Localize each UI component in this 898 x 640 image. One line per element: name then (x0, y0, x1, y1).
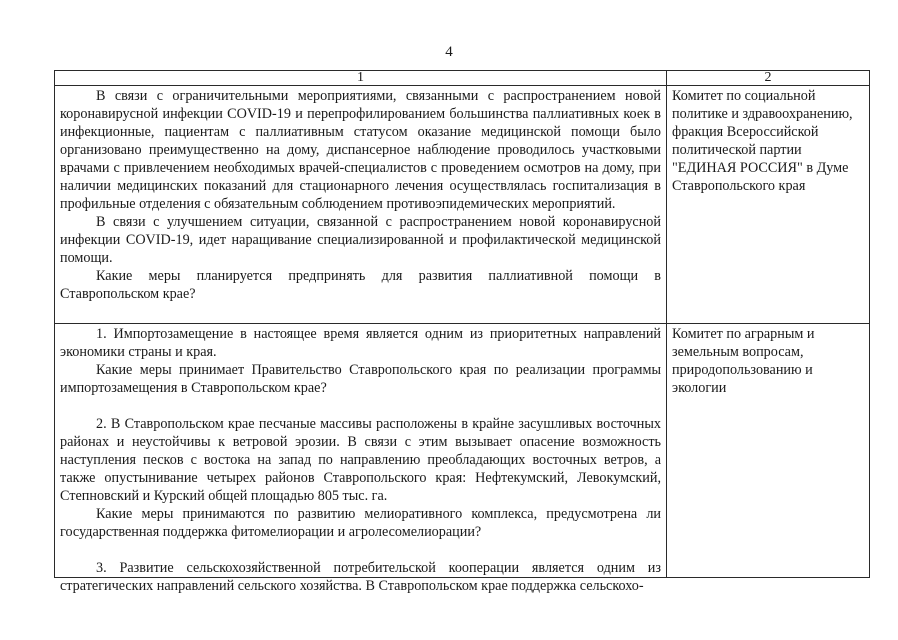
question-paragraph: Какие меры принимаются по развитию мелиоративного комплекса, предусмотрена ли государственная поддержка фитомелиорации и агролесомелиорации? (60, 506, 661, 540)
page-number: 4 (445, 44, 453, 60)
paragraph-gap (60, 397, 661, 415)
question-paragraph: В связи с ограничительными мероприятиями, связанными с распространением новой коронавирусной инфекции COVID-19 и перепрофилированием большинства паллиативных коек в инфекционные, пациентам с паллиативным статусом оказание медицинской помощи было организовано преимущественно на дому, диспансерное наблюдение проводилось участковыми врачами с привлечением необходимых врачей-специалистов с проведением осмотров на дому, при наличии медицинских показаний для стационарного лечения осуществлялась госпитализация в профильные отделения с обязательным соблюдением противоэпидемических мероприятий. (60, 88, 661, 212)
table-header-row (55, 71, 870, 86)
question-cell (55, 324, 667, 594)
table-row (55, 324, 870, 578)
table-row (55, 86, 870, 324)
column-header-2: 2 (667, 71, 870, 86)
committee-name: Комитет по аграрным и земельным вопросам, природопользованию и экологии (672, 326, 815, 396)
paragraph-gap (60, 541, 661, 559)
question-paragraph: В связи с улучшением ситуации, связанной с распространением новой коронавирусной инфекции COVID-19, идет наращивание специализированной и профилактической медицинской помощи. (60, 214, 661, 266)
question-paragraph: 2. В Ставропольском крае песчаные массивы расположены в крайне засушливых восточных районах и неустойчивы к ветровой эрозии. В связи с этим вызывает опасение возможность наступления песков с востока на запад по направлению преобладающих восточных ветров, а также опустынивание четырех районов Ставропольского края: Нефтекумский, Левокумский, Степновский и Курский общей площадью 805 тыс. га. (60, 416, 661, 504)
question-paragraph: 1. Импортозамещение в настоящее время является одним из приоритетных направлений экономики страны и края. (60, 326, 661, 360)
committee-cell (667, 324, 870, 578)
question-paragraph: Какие меры планируется предпринять для развития паллиативной помощи в Ставропольском крае? (60, 268, 661, 302)
question-paragraph: Какие меры принимает Правительство Ставропольского края по реализации программы импортозамещения в Ставропольском крае? (60, 362, 661, 396)
column-header-1: 1 (55, 71, 667, 86)
committee-name: Комитет по социальной политике и здравоохранению, фракция Всероссийской политической партии "ЕДИНАЯ РОССИЯ" в Думе Ставропольского края (672, 88, 853, 194)
committee-cell (667, 86, 870, 324)
document-table (54, 70, 870, 594)
question-cell (55, 86, 667, 324)
question-paragraph: 3. Развитие сельскохозяйственной потребительской кооперации является одним из стратегических направлений сельского хозяйства. В Ставропольском крае поддержка сельскохо- (60, 560, 661, 594)
